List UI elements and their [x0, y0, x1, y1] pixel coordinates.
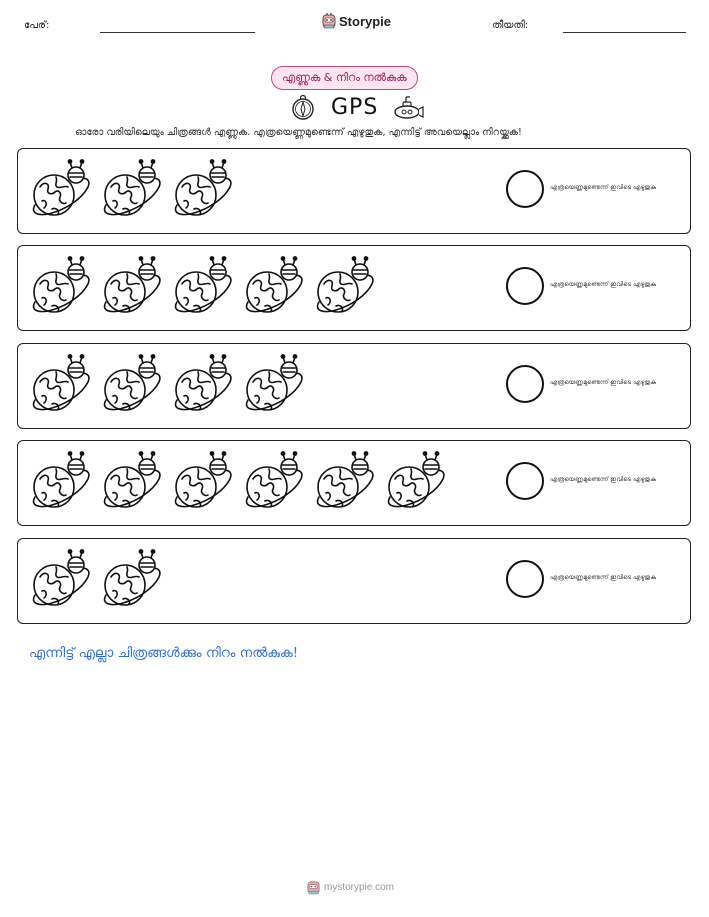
globe-satellite-icon[interactable] — [30, 549, 92, 611]
globe-satellite-icon[interactable] — [243, 451, 305, 513]
answer-circle[interactable] — [506, 560, 544, 598]
globe-satellite-icon[interactable] — [30, 159, 92, 221]
answer-circle[interactable] — [506, 365, 544, 403]
answer-circle[interactable] — [506, 462, 544, 500]
globe-satellite-icon[interactable] — [243, 256, 305, 318]
color-instruction: എന്നിട്ട് എല്ലാ ചിത്രങ്ങൾക്കും നിറം നൽകുക! — [29, 645, 299, 661]
count-row-2 — [17, 245, 691, 331]
date-line[interactable] — [563, 32, 686, 33]
answer-hint: എത്രയെണ്ണമുണ്ടെന്ന് ഇവിടെ എഴുതുക — [550, 281, 657, 288]
answer-hint: എത്രയെണ്ണമുണ്ടെന്ന് ഇവിടെ എഴുതുക — [550, 184, 657, 191]
globe-satellite-icon[interactable] — [30, 256, 92, 318]
name-label: പേര്: — [24, 20, 50, 31]
globe-satellite-icon[interactable] — [172, 159, 234, 221]
globe-satellite-icon[interactable] — [243, 354, 305, 416]
globe-satellite-icon[interactable] — [101, 549, 163, 611]
globe-satellite-icon[interactable] — [101, 256, 163, 318]
activity-badge: എണ്ണുക & നിറം നൽകുക — [271, 66, 418, 90]
footer — [307, 880, 394, 895]
storypie-mascot-icon — [307, 880, 320, 895]
brand-name: Storypie — [339, 13, 392, 29]
globe-satellite-icon[interactable] — [101, 354, 163, 416]
submarine-icon — [392, 94, 424, 122]
storypie-mascot-icon — [322, 13, 336, 29]
count-row-4 — [17, 440, 691, 526]
globe-satellite-icon[interactable] — [314, 451, 376, 513]
answer-circle[interactable] — [506, 267, 544, 305]
globe-satellite-icon[interactable] — [30, 354, 92, 416]
count-row-1 — [17, 148, 691, 234]
count-row-5 — [17, 538, 691, 624]
globe-satellite-icon[interactable] — [385, 451, 447, 513]
globe-satellite-icon[interactable] — [101, 159, 163, 221]
answer-hint: എത്രയെണ്ണമുണ്ടെന്ന് ഇവിടെ എഴുതുക — [550, 476, 657, 483]
answer-hint: എത്രയെണ്ണമുണ്ടെന്ന് ഇവിടെ എഴുതുക — [550, 379, 657, 386]
compass-icon — [290, 93, 316, 121]
answer-circle[interactable] — [506, 170, 544, 208]
instruction-text: ഓരോ വരിയിലെയും ചിത്രങ്ങൾ എണ്ണുക. എത്രയെണ്ണമുണ്ടെന്ന് എഴുതുക, എന്നിട്ട് അവയെല്ലാം നിറയ്ക്കുക! — [75, 127, 522, 138]
name-line[interactable] — [100, 32, 255, 33]
globe-satellite-icon[interactable] — [30, 451, 92, 513]
globe-satellite-icon[interactable] — [314, 256, 376, 318]
globe-satellite-icon[interactable] — [172, 256, 234, 318]
count-row-3 — [17, 343, 691, 429]
worksheet-word: GPS — [331, 95, 379, 120]
date-label: തീയതി: — [492, 20, 529, 31]
brand-logo — [322, 13, 391, 29]
globe-satellite-icon[interactable] — [101, 451, 163, 513]
globe-satellite-icon[interactable] — [172, 451, 234, 513]
footer-url: mystorypie.com — [324, 882, 395, 893]
globe-satellite-icon[interactable] — [172, 354, 234, 416]
answer-hint: എത്രയെണ്ണമുണ്ടെന്ന് ഇവിടെ എഴുതുക — [550, 574, 657, 581]
